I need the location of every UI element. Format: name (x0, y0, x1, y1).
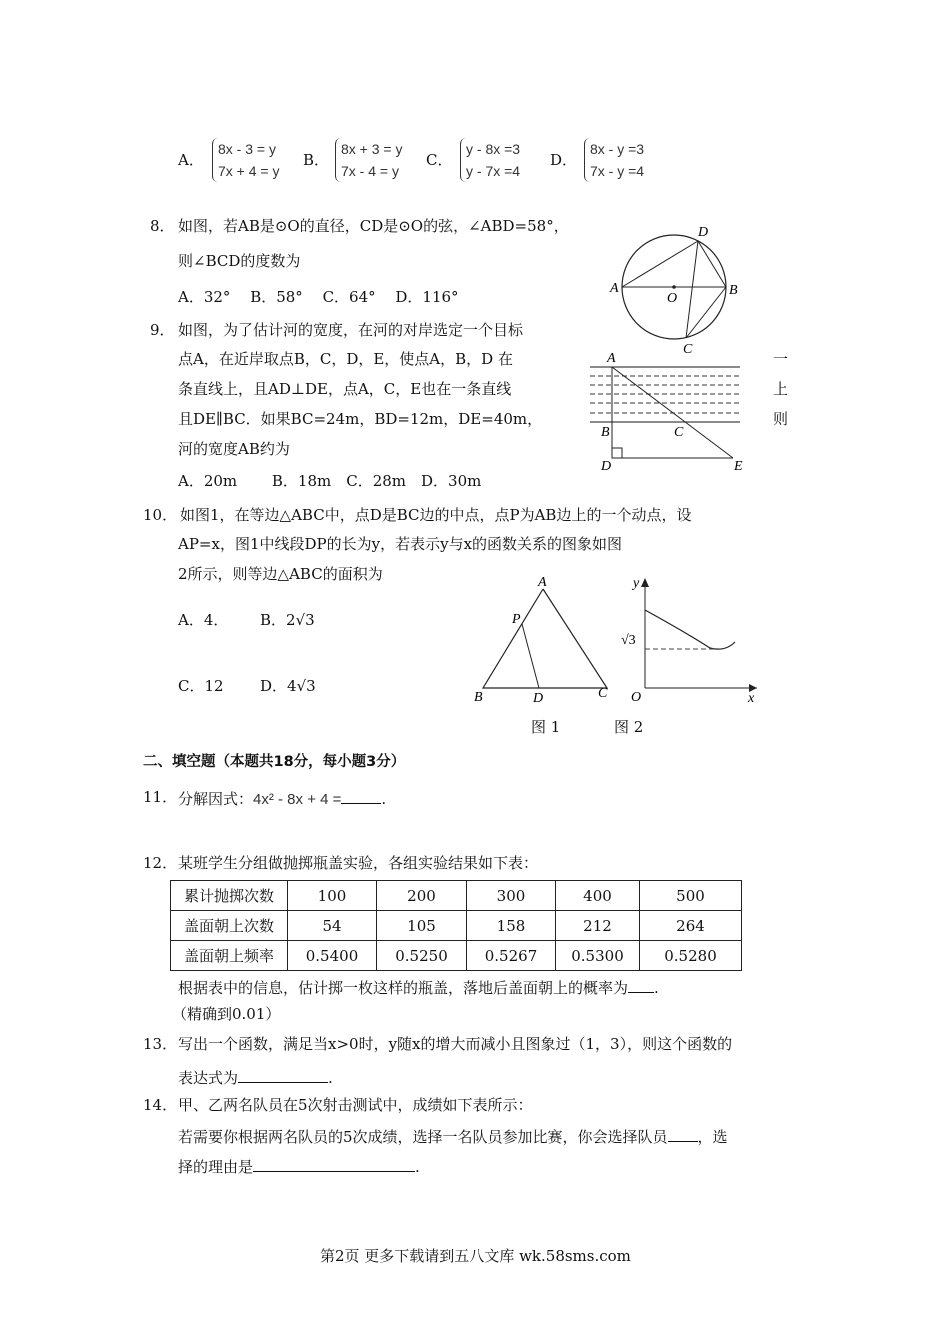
fig-label: A (607, 351, 616, 366)
fig-label: D (533, 691, 544, 706)
q8-text: 如图，若AB是⊙O的直径，CD是⊙O的弦，∠ABD=58°， (178, 217, 569, 235)
q8-text: 则∠BCD的度数为 (178, 252, 301, 270)
q12-question (178, 976, 659, 998)
q12-note: （精确到0.01） (172, 1005, 281, 1023)
fig-label: E (734, 459, 743, 474)
answer-blank[interactable] (628, 976, 654, 993)
fig-label: P (512, 612, 521, 627)
q9-number: 9． (150, 321, 175, 339)
q10-option-c: C．12 (178, 677, 224, 695)
fig-label: C (674, 425, 684, 440)
table-cell: 0.5250 (377, 941, 467, 971)
q10-triangle-figure (470, 572, 620, 707)
q8-options: A．32° B．58° C．64° D．116° (178, 288, 459, 306)
q10-text: 2所示，则等边△ABC的面积为 (178, 565, 383, 583)
q8-number: 8． (150, 217, 175, 235)
q7-option-d-system (584, 138, 644, 182)
table-cell: 54 (288, 911, 377, 941)
q10-option-d: D．4√3 (260, 677, 316, 695)
page-footer: 第2页 更多下载请到五八文库 wk.58sms.com (320, 1247, 631, 1265)
table-row (171, 941, 742, 971)
table-row (171, 911, 742, 941)
q9-text: 条直线上，且AD⊥DE，点A，C，E也在一条直线 (178, 380, 512, 398)
q7-option-c-system (460, 138, 520, 182)
q7-option-a-system (212, 138, 279, 182)
fig-label: O (631, 690, 642, 705)
fig-label: y (633, 576, 640, 591)
figure-caption: 图 1 (531, 718, 561, 736)
q9-side-text: 上 (773, 380, 789, 398)
table-cell: 212 (556, 911, 640, 941)
table-cell: 158 (467, 911, 556, 941)
table-row (171, 881, 742, 911)
q9-text: 点A，在近岸取点B，C，D，E，使点A，B，D 在 (178, 350, 513, 368)
equation: 8x + 3 = y (341, 141, 403, 157)
section-heading: 二、填空题（本题共18分，每小题3分） (143, 754, 406, 770)
answer-blank[interactable] (238, 1066, 328, 1083)
table-cell: 100 (288, 881, 377, 911)
q11-prompt: 分解因式： (178, 790, 254, 808)
fig-label: A (610, 281, 619, 296)
equation: 7x - y =4 (590, 163, 645, 179)
q7-option-c-label: C． (426, 151, 453, 169)
q13-text: 写出一个函数，满足当x>0时，y随x的增大而减小且图象过（1，3），则这个函数的 (178, 1035, 733, 1053)
q9-text: 河的宽度AB约为 (178, 440, 290, 458)
figure-caption: 图 2 (614, 718, 644, 736)
q9-side-text: 则 (773, 410, 789, 428)
q8-circle-figure (600, 220, 750, 360)
punct: . (328, 1069, 333, 1087)
q12-text: 某班学生分组做抛掷瓶盖实验，各组实验结果如下表： (178, 854, 539, 872)
q9-text: 且DE∥BC．如果BC=24m，BD=12m，DE=40m， (178, 410, 543, 428)
q10-text: 如图1，在等边△ABC中，点D是BC边的中点，点P为AB边上的一个动点，设 (180, 506, 692, 524)
answer-blank[interactable] (253, 1155, 415, 1172)
table-cell: 0.5300 (556, 941, 640, 971)
punct: . (654, 979, 659, 997)
table-cell: 300 (467, 881, 556, 911)
table-cell: 盖面朝上频率 (171, 941, 288, 971)
q14-prompt: ，选 (697, 1128, 728, 1146)
q9-side-text: 一 (773, 350, 789, 368)
punct: . (415, 1158, 420, 1176)
table-cell: 500 (640, 881, 742, 911)
equation: 8x - 3 = y (218, 141, 276, 157)
table-cell: 264 (640, 911, 742, 941)
fig-label: √3 (621, 633, 636, 648)
equation: 7x + 4 = y (218, 163, 280, 179)
q14-prompt: 择的理由是 (178, 1158, 254, 1176)
q10-option-a: A．4． (178, 611, 229, 629)
fig-label: O (667, 291, 678, 306)
q14-prompt: 若需要你根据两名队员的5次成绩，选择一名队员参加比赛，你会选择队员 (178, 1128, 668, 1146)
fig-label: D (601, 459, 612, 474)
table-cell: 105 (377, 911, 467, 941)
punct: . (381, 790, 387, 808)
q7-option-d-label: D． (550, 151, 578, 169)
fig-label: x (748, 691, 755, 706)
q12-prompt: 根据表中的信息，估计掷一枚这样的瓶盖，落地后盖面朝上的概率为 (178, 979, 629, 997)
q10-graph-figure (615, 572, 765, 707)
q13-prompt: 表达式为 (178, 1069, 239, 1087)
q10-number: 10． (143, 506, 178, 524)
equation: 7x - 4 = y (341, 163, 399, 179)
table-cell: 400 (556, 881, 640, 911)
q13-number: 13． (143, 1035, 178, 1053)
table-cell: 盖面朝上次数 (171, 911, 288, 941)
equation: y - 7x =4 (466, 163, 521, 179)
equation: 8x - y =3 (590, 141, 645, 157)
q11-number: 11． (143, 788, 178, 806)
table-cell: 200 (377, 881, 467, 911)
experiment-table (170, 880, 742, 971)
q10-option-b: B．2√3 (260, 611, 315, 629)
table-cell: 0.5400 (288, 941, 377, 971)
q11-expression: 4x² - 8x + 4 = (253, 791, 342, 808)
q7-option-a-label: A． (178, 151, 204, 169)
fig-label: C (598, 686, 608, 701)
table-cell: 累计抛掷次数 (171, 881, 288, 911)
fig-label: C (683, 342, 693, 357)
q14-number: 14． (143, 1096, 178, 1114)
fig-label: B (601, 425, 610, 440)
q7-option-b-label: B． (303, 151, 330, 169)
q14-text: 甲、乙两名队员在5次射击测试中，成绩如下表所示： (178, 1096, 533, 1114)
q9-options: A．20m B．18m C．28m D．30m (178, 472, 482, 490)
q10-text: AP=x，图1中线段DP的长为y，若表示y与x的函数关系的图象如图 (178, 535, 623, 553)
q9-text: 如图，为了估计河的宽度，在河的对岸选定一个目标 (178, 321, 524, 339)
q9-river-figure (585, 345, 745, 475)
q7-option-b-system (335, 138, 402, 182)
fig-label: A (538, 575, 547, 590)
answer-blank[interactable] (341, 787, 381, 804)
equation: y - 8x =3 (466, 141, 521, 157)
q14-text (178, 1155, 420, 1177)
q12-number: 12． (143, 854, 178, 872)
answer-blank[interactable] (668, 1125, 698, 1142)
fig-label: B (729, 283, 738, 298)
fig-label: D (698, 225, 709, 240)
q11-text (178, 787, 386, 810)
table-cell: 0.5267 (467, 941, 556, 971)
table-cell: 0.5280 (640, 941, 742, 971)
fig-label: B (474, 690, 483, 705)
q13-text (178, 1066, 333, 1088)
q14-text (178, 1125, 728, 1147)
